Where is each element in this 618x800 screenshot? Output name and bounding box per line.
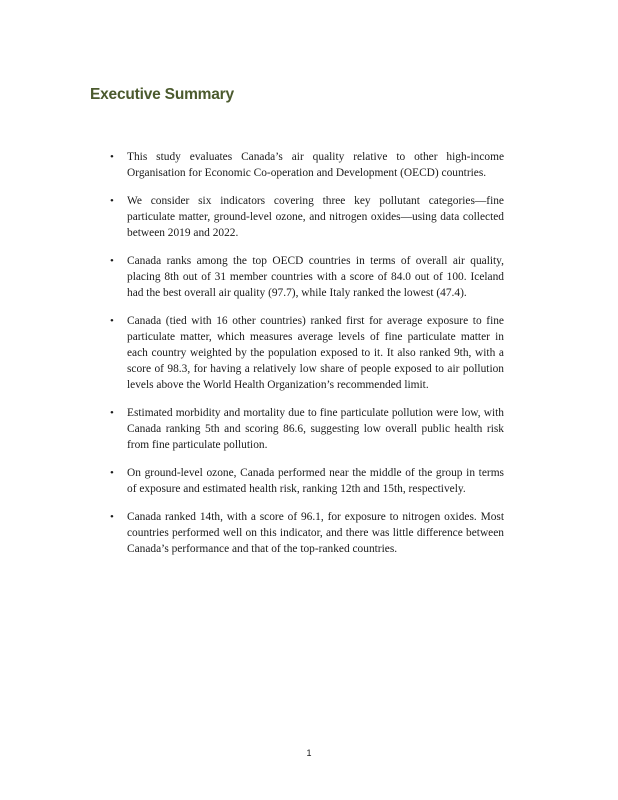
bullet-text: This study evaluates Canada’s air quality relative to other high-income Organisation for Economic Co-operation and Development (OECD) countries. [127, 151, 504, 179]
bullet-item [90, 509, 504, 557]
bullet-item [90, 465, 504, 497]
bullet-text: On ground-level ozone, Canada performed near the middle of the group in terms of exposure and estimated health risk, ranking 12th and 15th, respectively. [127, 467, 504, 495]
bullet-text: We consider six indicators covering three key pollutant categories—fine particulate matter, ground-level ozone, and nitrogen oxides—using data collected between 2019 and 2022. [127, 195, 504, 239]
bullet-icon: • [110, 467, 114, 479]
section-heading: Executive Summary [90, 86, 234, 103]
bullet-icon: • [110, 195, 114, 207]
bullet-item [90, 405, 504, 453]
bullet-item [90, 253, 504, 301]
bullet-icon: • [110, 151, 114, 163]
bullet-icon: • [110, 407, 114, 419]
summary-bullet-list [90, 149, 504, 569]
bullet-item [90, 149, 504, 181]
bullet-icon: • [110, 255, 114, 267]
bullet-text: Canada ranked 14th, with a score of 96.1, for exposure to nitrogen oxides. Most countries performed well on this indicator, and there was little difference between Canada’s performance and that of the top-ranked countries. [127, 511, 504, 555]
bullet-text: Canada ranks among the top OECD countries in terms of overall air quality, placing 8th out of 31 member countries with a score of 84.0 out of 100. Iceland had the best overall air quality (97.7), while Italy ranked the lowest (47.4). [127, 255, 504, 299]
bullet-item [90, 193, 504, 241]
page-number: 1 [306, 748, 312, 758]
bullet-text: Estimated morbidity and mortality due to fine particulate pollution were low, with Canada ranking 5th and scoring 86.6, suggesting low overall public health risk from fine particulate pollution. [127, 407, 504, 451]
bullet-icon: • [110, 511, 114, 523]
bullet-item [90, 313, 504, 393]
bullet-icon: • [110, 315, 114, 327]
bullet-text: Canada (tied with 16 other countries) ranked first for average exposure to fine particulate matter, which measures average levels of fine particulate matter in each country weighted by the population exposed to it. It also ranked 9th, with a score of 98.3, for having a relatively low share of people exposed to air pollution levels above the World Health Organization’s recommended limit. [127, 315, 504, 391]
